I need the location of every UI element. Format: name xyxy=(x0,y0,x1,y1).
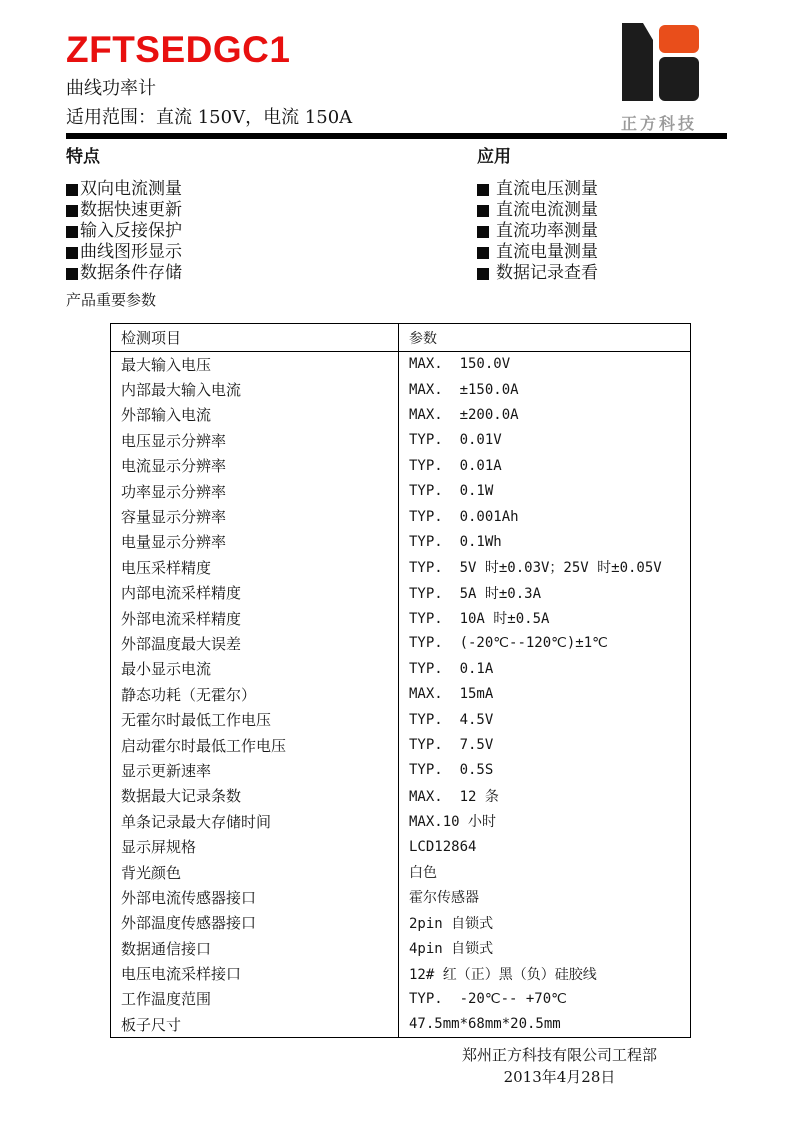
param-label: 电量显示分辨率 xyxy=(111,529,399,554)
param-value: TYP. 0.001Ah xyxy=(409,508,519,525)
table-row xyxy=(111,885,691,910)
column-header-param: 参数 xyxy=(399,324,691,352)
param-value: MAX. 15mA xyxy=(409,686,494,703)
applications-heading: 应用 xyxy=(477,147,511,167)
param-label: 外部温度传感器接口 xyxy=(111,910,399,935)
param-value: TYP. 5V 时±0.03V；25V 时±0.05V xyxy=(409,560,662,577)
param-label: 内部电流采样精度 xyxy=(111,580,399,605)
application-item-label: 直流电压测量 xyxy=(496,179,598,199)
footer-date: 2013年4月28日 xyxy=(503,1067,616,1086)
square-bullet-icon xyxy=(66,247,78,259)
params-section-title: 产品重要参数 xyxy=(66,291,157,309)
table-row xyxy=(111,478,691,503)
table-row xyxy=(111,809,691,834)
application-item-label: 数据记录查看 xyxy=(496,263,598,283)
spec-table-header-row xyxy=(111,324,691,352)
param-label: 最小显示电流 xyxy=(111,656,399,681)
table-row xyxy=(111,732,691,757)
param-value: TYP. 10A 时±0.5A xyxy=(409,611,550,628)
table-row xyxy=(111,402,691,427)
param-label: 内部最大输入电流 xyxy=(111,377,399,402)
param-label: 板子尺寸 xyxy=(111,1012,399,1037)
param-value: TYP. 7.5V xyxy=(409,737,494,754)
param-label: 功率显示分辨率 xyxy=(111,478,399,503)
feature-item-label: 数据快速更新 xyxy=(80,200,182,220)
feature-item xyxy=(66,179,477,200)
features-heading: 特点 xyxy=(66,147,100,167)
square-bullet-icon xyxy=(477,247,489,259)
param-value: 白色 xyxy=(409,865,437,881)
page-title-model: ZFTSEDGC1 xyxy=(66,29,291,70)
company-logo xyxy=(606,20,712,134)
square-bullet-icon xyxy=(66,226,78,238)
param-value: TYP. 4.5V xyxy=(409,711,494,728)
feature-item xyxy=(66,242,477,263)
feature-item-label: 输入反接保护 xyxy=(80,221,182,241)
param-value: TYP. 5A 时±0.3A xyxy=(409,585,542,602)
param-label: 显示屏规格 xyxy=(111,834,399,859)
table-row xyxy=(111,529,691,554)
square-bullet-icon xyxy=(66,184,78,196)
table-row xyxy=(111,504,691,529)
logo-mark-icon xyxy=(613,20,705,104)
applicable-range: 适用范围：直流 150V，电流 150A xyxy=(66,107,353,128)
param-value: TYP. 0.1A xyxy=(409,660,494,677)
param-value: 霍尔传感器 xyxy=(409,890,479,907)
table-row xyxy=(111,910,691,935)
table-row xyxy=(111,682,691,707)
param-label: 最大输入电压 xyxy=(111,352,399,377)
spec-table xyxy=(110,323,691,1038)
column-header-item: 检测项目 xyxy=(111,324,399,352)
table-row xyxy=(111,352,691,377)
applications-column xyxy=(477,148,727,284)
spec-table-head xyxy=(111,324,691,352)
table-row xyxy=(111,935,691,960)
spec-table-body xyxy=(111,352,691,1038)
applications-list xyxy=(477,179,727,284)
param-label: 背光颜色 xyxy=(111,859,399,884)
table-row xyxy=(111,758,691,783)
application-item xyxy=(477,242,727,263)
param-value: LCD12864 xyxy=(409,838,477,855)
table-row xyxy=(111,428,691,453)
param-value: MAX.10 小时 xyxy=(409,814,497,831)
table-row xyxy=(111,986,691,1011)
param-label: 电压电流采样接口 xyxy=(111,961,399,986)
feature-item-label: 双向电流测量 xyxy=(80,179,182,199)
square-bullet-icon xyxy=(477,226,489,238)
param-label: 外部电流传感器接口 xyxy=(111,885,399,910)
param-label: 显示更新速率 xyxy=(111,758,399,783)
product-name: 曲线功率计 xyxy=(66,78,156,99)
features-applications-section xyxy=(66,148,727,284)
param-value: TYP. 0.1W xyxy=(409,483,494,500)
feature-item xyxy=(66,200,477,221)
table-row xyxy=(111,961,691,986)
table-row xyxy=(111,580,691,605)
table-row xyxy=(111,783,691,808)
param-label: 电流显示分辨率 xyxy=(111,453,399,478)
table-row xyxy=(111,834,691,859)
param-value: TYP. 0.01A xyxy=(409,457,502,474)
square-bullet-icon xyxy=(477,184,489,196)
param-label: 无霍尔时最低工作电压 xyxy=(111,707,399,732)
param-label: 数据最大记录条数 xyxy=(111,783,399,808)
table-row xyxy=(111,555,691,580)
param-value: MAX. 150.0V xyxy=(409,356,511,373)
table-row xyxy=(111,453,691,478)
features-list xyxy=(66,179,477,284)
footer xyxy=(462,1044,657,1088)
application-item xyxy=(477,179,727,200)
param-label: 工作温度范围 xyxy=(111,986,399,1011)
param-value: MAX. ±150.0A xyxy=(409,381,519,398)
logo-company-name: 正方科技 xyxy=(620,114,697,133)
param-value: 4pin 自锁式 xyxy=(409,941,494,958)
param-value: MAX. ±200.0A xyxy=(409,406,519,423)
square-bullet-icon xyxy=(477,205,489,217)
param-label: 单条记录最大存储时间 xyxy=(111,809,399,834)
param-value: TYP. (-20℃--120℃)±1℃ xyxy=(409,635,608,652)
table-row xyxy=(111,631,691,656)
table-row xyxy=(111,1012,691,1037)
param-label: 外部温度最大误差 xyxy=(111,631,399,656)
table-row xyxy=(111,656,691,681)
param-label: 外部输入电流 xyxy=(111,402,399,427)
param-label: 外部电流采样精度 xyxy=(111,605,399,630)
application-item xyxy=(477,221,727,242)
application-item-label: 直流功率测量 xyxy=(496,221,598,241)
param-label: 启动霍尔时最低工作电压 xyxy=(111,732,399,757)
feature-item xyxy=(66,221,477,242)
footer-company: 郑州正方科技有限公司工程部 xyxy=(461,1045,657,1064)
application-item xyxy=(477,200,727,221)
application-item xyxy=(477,263,727,284)
square-bullet-icon xyxy=(66,268,78,280)
param-value: TYP. 0.5S xyxy=(409,762,494,779)
table-row xyxy=(111,859,691,884)
table-row xyxy=(111,605,691,630)
table-row xyxy=(111,707,691,732)
application-item-label: 直流电量测量 xyxy=(496,242,598,262)
param-value: TYP. -20℃-- +70℃ xyxy=(409,990,567,1007)
features-column xyxy=(66,148,477,284)
param-value: MAX. 12 条 xyxy=(409,788,499,805)
param-label: 电压显示分辨率 xyxy=(111,428,399,453)
param-label: 容量显示分辨率 xyxy=(111,504,399,529)
feature-item xyxy=(66,263,477,284)
param-label: 电压采样精度 xyxy=(111,555,399,580)
param-value: 12# 红（正）黑（负）硅胶线 xyxy=(409,966,597,983)
feature-item-label: 数据条件存储 xyxy=(80,263,182,283)
param-label: 数据通信接口 xyxy=(111,935,399,960)
application-item-label: 直流电流测量 xyxy=(496,200,598,220)
param-value: TYP. 0.01V xyxy=(409,432,502,449)
param-label: 静态功耗（无霍尔） xyxy=(111,682,399,707)
param-value: 2pin 自锁式 xyxy=(409,915,494,932)
table-row xyxy=(111,377,691,402)
square-bullet-icon xyxy=(477,268,489,280)
param-value: TYP. 0.1Wh xyxy=(409,533,502,550)
param-value: 47.5mm*68mm*20.5mm xyxy=(409,1016,561,1033)
square-bullet-icon xyxy=(66,205,78,217)
feature-item-label: 曲线图形显示 xyxy=(80,242,182,262)
